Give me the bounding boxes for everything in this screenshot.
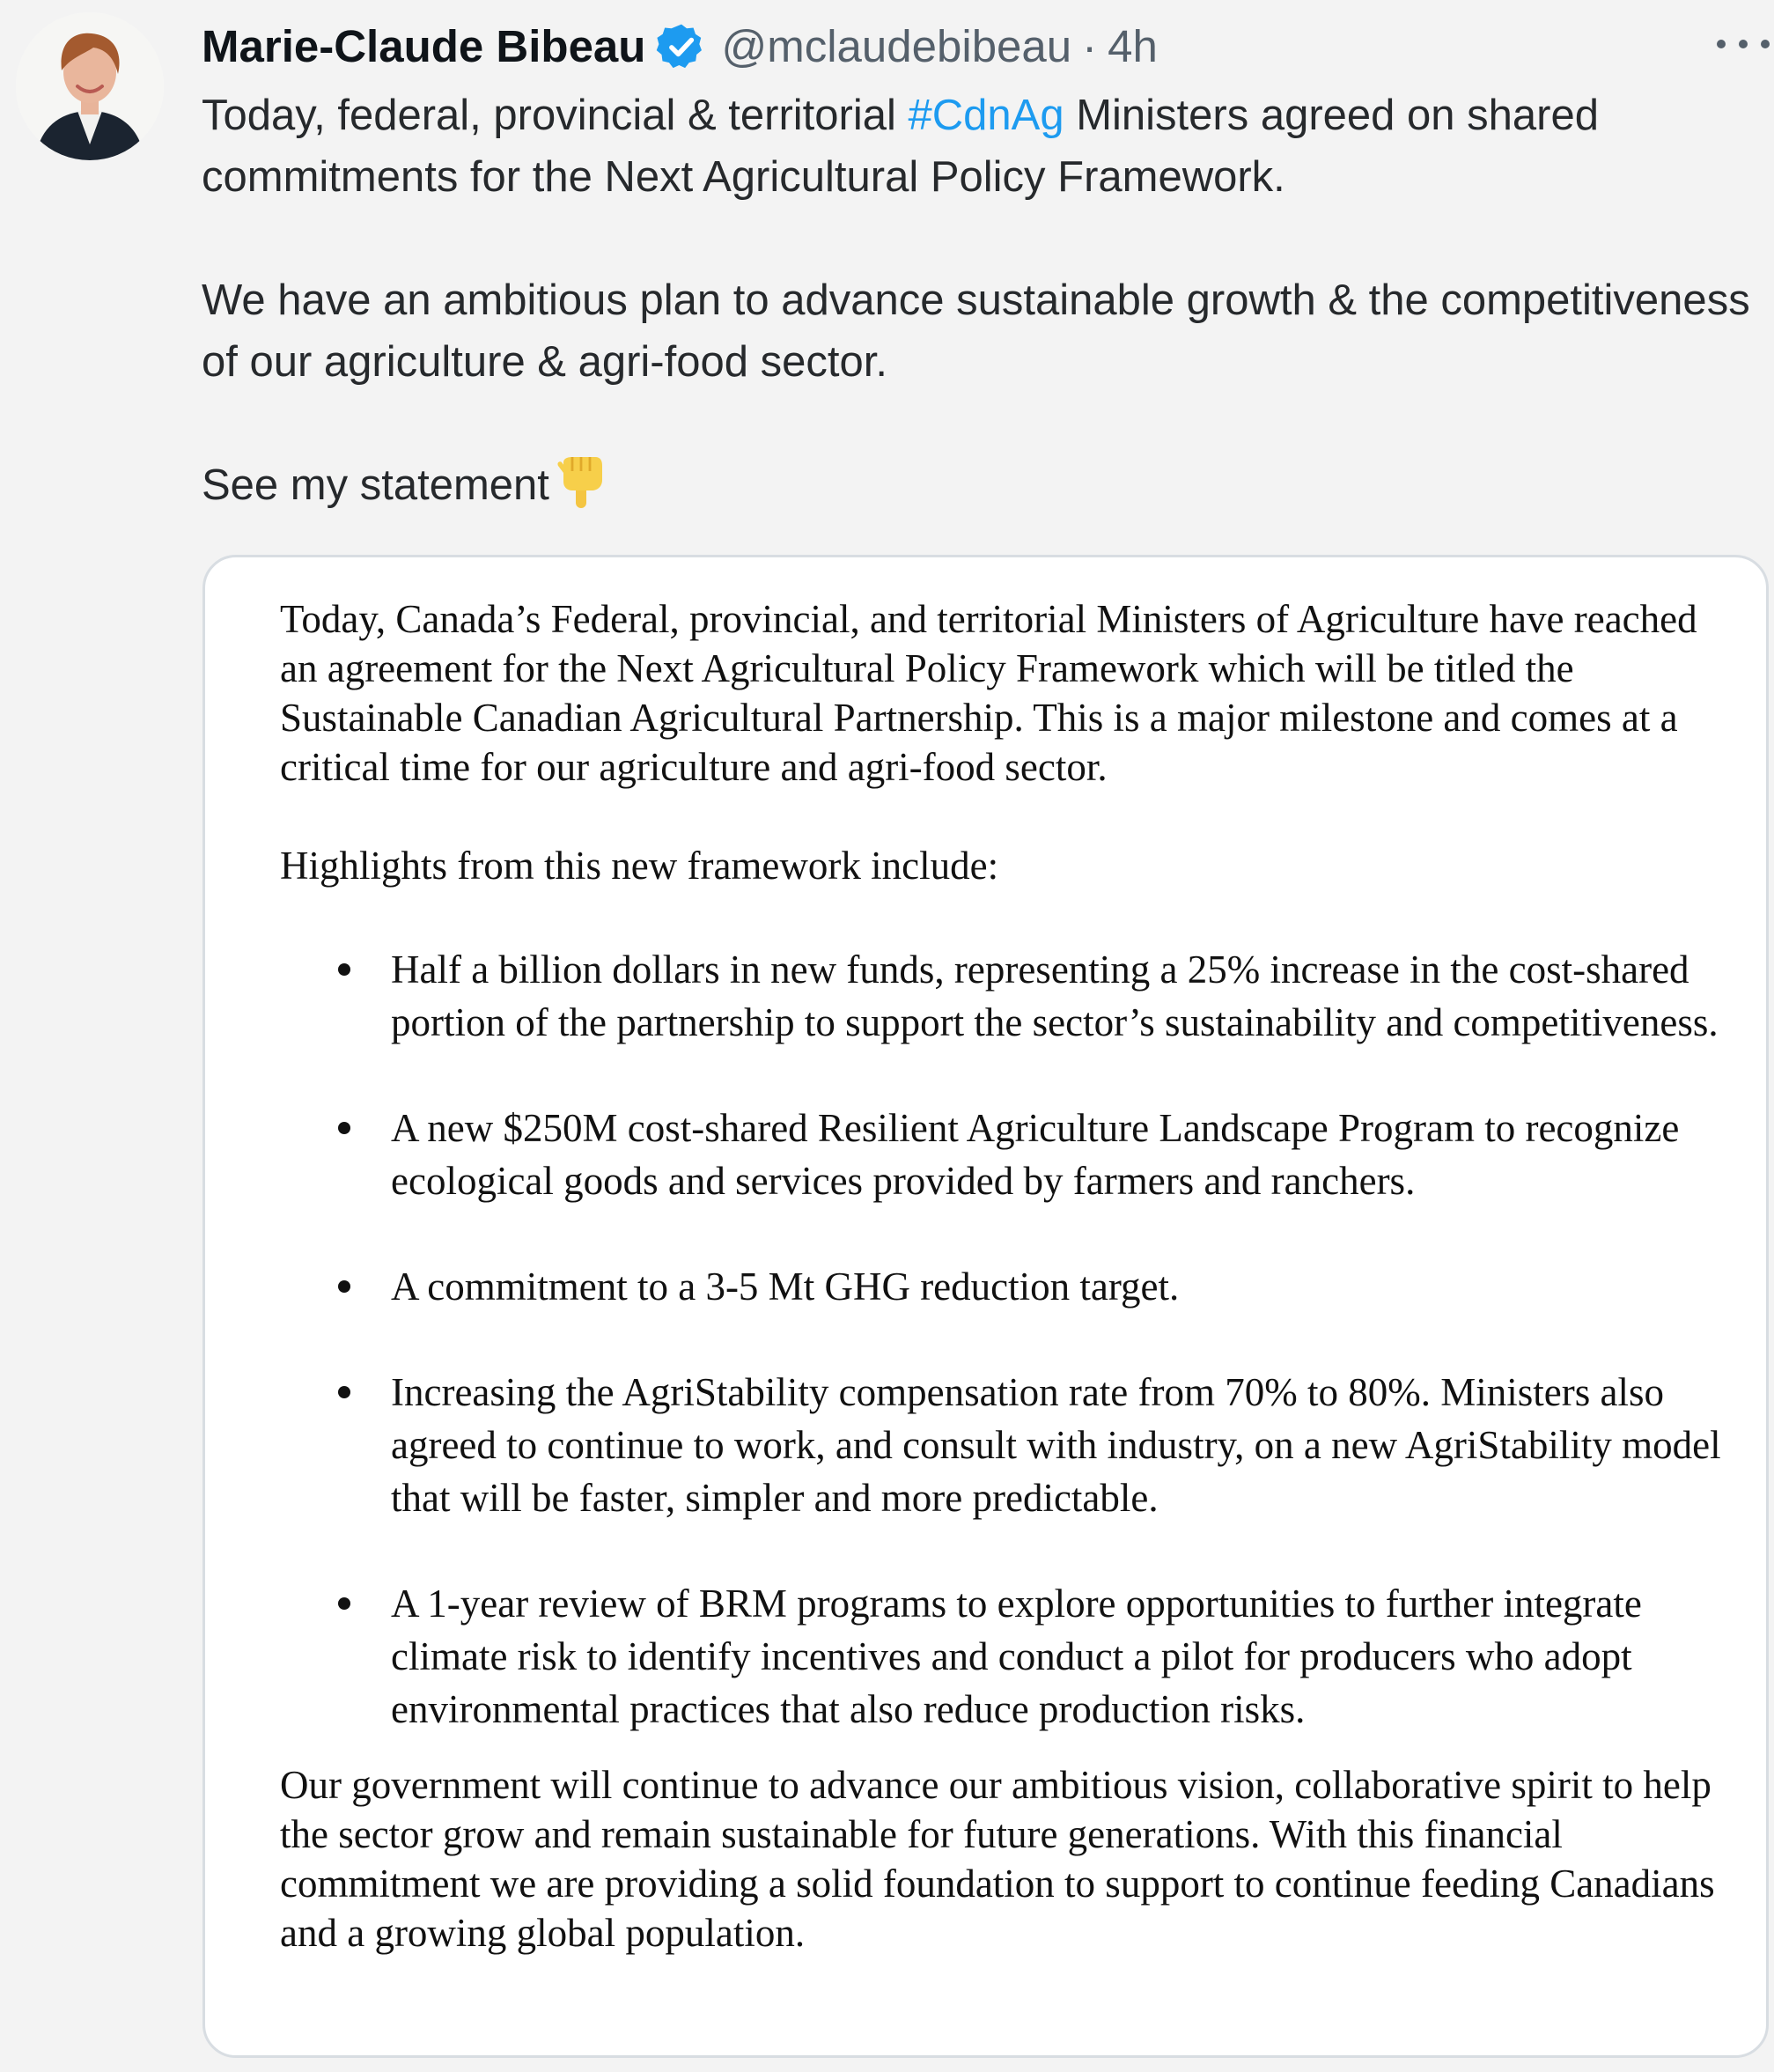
separator-dot: · (1082, 21, 1098, 71)
highlights-list (280, 943, 1741, 1736)
statement-intro: Today, Canada’s Federal, provincial, and territorial Ministers of Agriculture have reached an agreement for the Next Agricultural Policy Framework which will be titled the Sustainable Canadian Agricultural Partnership. This is a major milestone and comes at a critical time for our agriculture and agri-food sector. (280, 597, 1697, 789)
bullet-icon (338, 1597, 350, 1610)
bullet-icon (338, 1386, 350, 1398)
highlight-text: Increasing the AgriStability compensation rate from 70% to 80%. Ministers also agreed to continue to work, and consult with industry, on a new AgriStability model that will be faster, simpler and more predictable. (391, 1370, 1721, 1520)
highlight-text: Half a billion dollars in new funds, representing a 25% increase in the cost-shared portion of the partnership to support the sector’s sustainability and competitiveness. (391, 948, 1719, 1044)
tweet-text-segment: Today, federal, provincial & territorial (202, 92, 909, 139)
bullet-icon (338, 963, 350, 976)
highlight-text: A commitment to a 3-5 Mt GHG reduction target. (391, 1265, 1180, 1309)
highlight-item (280, 1260, 1741, 1313)
highlights-heading: Highlights from this new framework include: (280, 844, 999, 888)
tweet-paragraph-3 (202, 454, 1751, 516)
tweet-header (202, 19, 1158, 74)
display-name[interactable]: Marie-Claude Bibeau (202, 21, 646, 71)
bullet-icon (338, 1280, 350, 1293)
highlight-text: A new $250M cost-shared Resilient Agriculture Landscape Program to recognize ecological goods and services provided by farmers and ranchers. (391, 1106, 1680, 1203)
verified-badge-icon[interactable] (656, 21, 707, 72)
tweet-paragraph-1 (202, 85, 1751, 208)
tweet-timestamp[interactable]: 4h (1108, 21, 1158, 71)
more-options-icon[interactable] (1717, 25, 1770, 63)
highlight-item (280, 1102, 1741, 1207)
highlight-item (280, 943, 1741, 1049)
highlight-item (280, 1366, 1741, 1524)
backhand-index-pointing-down-icon (556, 455, 606, 512)
statement-document (280, 594, 1741, 1958)
tweet-paragraph-2: We have an ambitious plan to advance sustainable growth & the competitiveness of our agriculture & agri-food sector. (202, 277, 1750, 386)
statement-image-card[interactable] (202, 555, 1769, 2058)
tweet-text-segment: Ministers agreed on shared commitments for the Next Agricultural Policy Framework. (202, 92, 1599, 201)
bullet-icon (338, 1122, 350, 1134)
tweet-text-segment: See my statement (202, 461, 549, 509)
user-handle[interactable]: @mclaudebibeau (721, 21, 1072, 71)
statement-closing: Our government will continue to advance our ambitious vision, collaborative spirit to help the sector grow and remain sustainable for future generations. With this financial commitment we are providing a solid foundation to support to continue feeding Canadians and a growing global population. (280, 1763, 1715, 1955)
highlight-text: A 1-year review of BRM programs to explore opportunities to further integrate climate risk to identify incentives and conduct a pilot for producers who adopt environmental practices that also reduce production risks. (391, 1582, 1642, 1731)
tweet-text (202, 85, 1751, 578)
avatar[interactable] (16, 12, 164, 160)
hashtag-link[interactable]: #CdnAg (908, 92, 1064, 139)
profile-photo-icon (16, 12, 164, 160)
highlight-item (280, 1577, 1741, 1736)
